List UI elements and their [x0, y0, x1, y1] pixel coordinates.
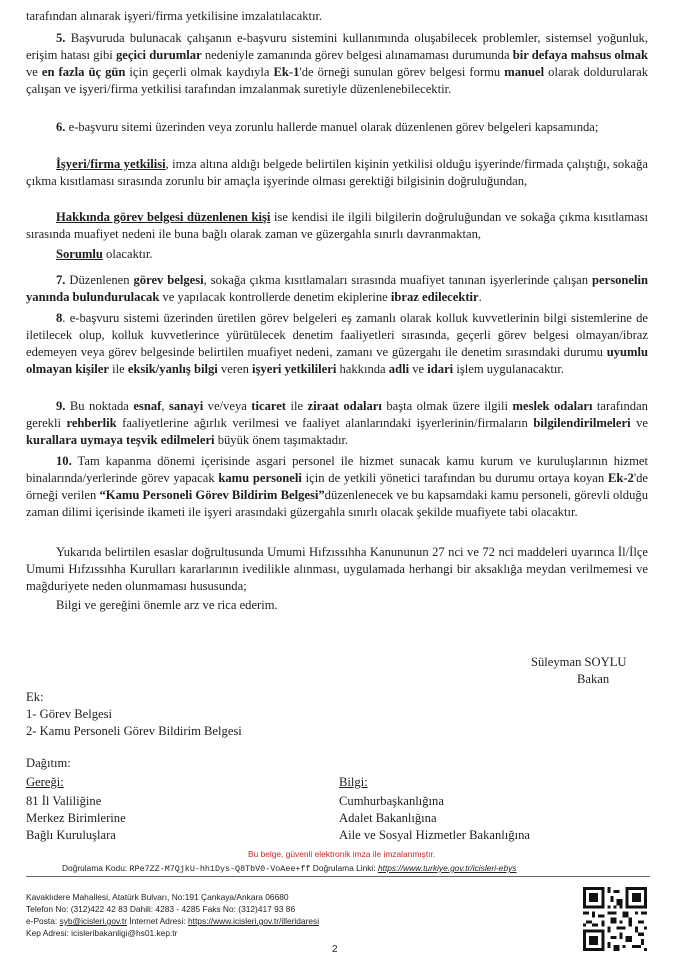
ek-label: Ek:: [26, 690, 44, 704]
p5-text: için geçerli olmak kaydıyla: [125, 65, 274, 79]
ek-item: 2- Kamu Personeli Görev Bildirim Belgesi: [26, 724, 242, 738]
p9-text: Bu noktada: [65, 399, 134, 413]
p7-text: .: [478, 290, 482, 304]
p9-text: ve: [630, 416, 648, 430]
p9-text: ,: [161, 399, 169, 413]
p6a-text: , imza altına aldığı belgede belirtilen kişinin yetkilisi olduğu işyerinde/firmada çalıştığı, sokağa çıkma kısıtlaması sırasında zorunlu bir amaçla işyerinde olması gerektiği bilgisinin doğruluğundan,: [26, 157, 648, 188]
p8-number: 8: [56, 311, 63, 325]
p9-bold: rehberlik: [66, 416, 117, 430]
paragraph-6b: [26, 209, 648, 243]
paragraph-8: [26, 310, 648, 378]
web-label: İnternet Adresi:: [129, 916, 186, 926]
p10-bold: “Kamu Personeli Görev Bildirim Belgesi”: [99, 488, 325, 502]
paragraph-7: [26, 272, 648, 306]
p8-bold: eksik/yanlış bilgi: [127, 362, 218, 376]
p8-text: ile: [108, 362, 128, 376]
p9-bold: meslek odaları: [512, 399, 593, 413]
closing-paragraph: Yukarıda belirtilen esaslar doğrultusunda Umumi Hıfzıssıhha Kanununun 27 nci ve 72 nci maddeleri uyarınca İl/İlçe Umumi Hıfzıssıhha Kurulları kararlarının ivedilikle alınması, uygulamada herhangi bir aksaklığa meydan verilmemesi ve mağduriyete neden olunmaması hususunda;: [26, 545, 648, 593]
p9-number: 9.: [56, 399, 66, 413]
p6-text: e-başvuru sitemi üzerinden veya zorunlu hallerde manuel olarak düzenlenen görev belgeleri kapsamında;: [65, 120, 599, 134]
signer-title: Bakan: [577, 672, 610, 686]
p7-bold: görev belgesi: [133, 273, 204, 287]
p9-bold: kurallara uymaya teşvik edilmeleri: [26, 433, 215, 447]
geregi-label-text: Gereği:: [26, 775, 64, 789]
p8-bold: uyumlu olmayan kişiler: [26, 345, 648, 376]
continuation-line: tarafından alınarak işyeri/firma yetkilisine imzalatılacaktır.: [26, 9, 323, 23]
p10-text: düzenlenecek ve bu kapsamdaki kamu personeli, görevli olduğu zaman dilimi içerisinde ikameti ile işyeri arasındaki güzergahla sınırlı olacak şekilde muafiyete tabi olacaktır.: [26, 488, 648, 519]
distribution-label: Dağıtım:: [26, 756, 71, 770]
p5-number: 5.: [56, 31, 66, 45]
page-number: 2: [332, 944, 338, 955]
paragraph-6a: [26, 156, 648, 190]
p9-text: ve/veya: [203, 399, 252, 413]
bilgi-item: Cumhurbaşkanlığına: [339, 794, 444, 808]
geregi-label: [26, 774, 64, 791]
p9-text: ile: [286, 399, 308, 413]
p9-text: büyük önem taşımaktadır.: [214, 433, 349, 447]
p6c-text: olacaktır.: [102, 247, 153, 261]
bilgi-item: Adalet Bakanlığına: [339, 811, 437, 825]
bilgi-label-text: Bilgi:: [339, 775, 368, 789]
p5-bold: geçici durumlar: [115, 48, 202, 62]
p8-text: ve: [409, 362, 428, 376]
p8-text: . e-başvuru sistemi üzerinden üretilen görev belgeleri eş zamanlı olarak kolluk kuvvetlerinin bilgi sistemlerine de iletilecek olup, kolluk kuvvetlerince yürütülecek denetim faaliyetleri sırasında, geçerli görev belgesi olmayan/ibraz edemeyen veya görev belgesinde belirtilen muafiyet nedeni, zamanı ve güzergahı ile denetim sırasındaki durumu: [26, 311, 648, 359]
p8-text: işlem uygulanacaktır.: [453, 362, 565, 376]
geregi-item: Bağlı Kuruluşlara: [26, 828, 116, 842]
p7-number: 7.: [56, 273, 66, 287]
verification-row: [62, 862, 517, 875]
qr-code-icon: [583, 887, 647, 951]
verification-link[interactable]: https://www.turkiye.gov.tr/icisleri-ebys: [377, 863, 517, 873]
p7-bold: ibraz edilecektir: [390, 290, 479, 304]
bilgi-item: Aile ve Sosyal Hizmetler Bakanlığına: [339, 828, 530, 842]
p8-text: hakkında: [336, 362, 389, 376]
p5-text: Başvuruda bulunacak çalışanın e-başvuru sistemini kullanımında oluşabilecek problemler, sistemsel yoğunluk, erişim hatası gibi: [26, 31, 648, 62]
p10-text: Tam kapanma dönemi içerisinde asgari personel ile hizmet sunacak kamu kurum ve kuruluşlarının hizmet binalarında/yerlerinde görev yapacak: [26, 454, 648, 485]
verification-code: RPe7ZZ-M7QjkU-hh1Dys-Q8TbV0-VoAee+ff: [129, 864, 311, 874]
p5-bold: Ek-1: [273, 65, 300, 79]
p5-bold: en fazla üç gün: [41, 65, 126, 79]
p6b-bold: Hakkında görev belgesi düzenlenen kişi: [56, 210, 271, 224]
bilgi-label: [339, 774, 368, 791]
email-label: e-Posta:: [26, 916, 58, 926]
ek-item: 1- Görev Belgesi: [26, 707, 113, 721]
p10-text: için de yetkili yönetici tarafından bu durumu ortaya koyan: [301, 471, 608, 485]
esign-note: Bu belge, güvenli elektronik imza ile imzalanmıştır.: [248, 849, 436, 859]
verification-code-label: Doğrulama Kodu:: [62, 863, 128, 873]
p6a-bold: İşyeri/firma yetkilisi: [56, 157, 166, 171]
p9-text: başta olmak üzere ilgili: [381, 399, 513, 413]
p5-text: ve: [26, 65, 42, 79]
footer-divider: [26, 876, 650, 877]
footer-contact: [26, 915, 319, 927]
p7-text: , sokağa çıkma kısıtlamaları sırasında muafiyet tanınan işyerlerinde çalışan: [203, 273, 593, 287]
signer-name: Süleyman SOYLU: [531, 655, 627, 669]
p8-bold: adli: [388, 362, 410, 376]
footer-kep: Kep Adresi: icisleribakanligi@hs01.kep.tr: [26, 928, 178, 938]
verification-link-label: Doğrulama Linki:: [312, 863, 376, 873]
email-link[interactable]: syb@icisleri.gov.tr: [59, 916, 127, 926]
p10-number: 10.: [56, 454, 72, 468]
p7-text: ve yapılacak kontrollerde denetim ekiplerine: [159, 290, 391, 304]
p9-bold: ticaret: [251, 399, 287, 413]
p8-text: veren: [217, 362, 253, 376]
footer-address: Kavaklıdere Mahallesi, Atatürk Bulvarı, No:191 Çankaya/Ankara 06680: [26, 892, 289, 902]
p9-bold: ziraat odaları: [307, 399, 382, 413]
p6c-bold: Sorumlu: [56, 247, 103, 261]
p9-bold: sanayi: [168, 399, 204, 413]
geregi-item: 81 İl Valiliğine: [26, 794, 102, 808]
p7-text: Düzenlenen: [65, 273, 134, 287]
closing-request: Bilgi ve gereğini önemle arz ve rica ederim.: [56, 598, 278, 612]
p5-text: nedeniyle zamanında görev belgesi alınamaması durumunda: [201, 48, 513, 62]
web-link[interactable]: https://www.icisleri.gov.tr/illeridaresi: [187, 916, 320, 926]
p5-bold: bir defaya mahsus olmak: [512, 48, 648, 62]
p5-bold: manuel: [504, 65, 545, 79]
p8-bold: idari: [427, 362, 454, 376]
p10-bold: kamu personeli: [218, 471, 302, 485]
p9-text: tarafından gerekli: [26, 399, 648, 430]
p10-bold: Ek-2: [607, 471, 634, 485]
p9-bold: bilgilendirilmeleri: [533, 416, 631, 430]
paragraph-9: [26, 398, 648, 449]
p9-text: faaliyetlerine ağırlık verilmesi ve faaliyet alanlarındaki işyerlerinin/firmaların: [116, 416, 534, 430]
paragraph-5: [26, 30, 648, 98]
p10-text: 'de örneği verilen: [26, 471, 649, 502]
p7-bold: personelin yanında bulundurulacak: [26, 273, 648, 304]
footer-phone: Telefon No: (312)422 42 83 Dahili: 4283 - 4285 Faks No: (312)417 93 86: [26, 904, 296, 914]
p6b-text: ise kendisi ile ilgili bilgilerin doğruluğundan ve sokağa çıkma kısıtlaması sırasında muafiyet nedeni ile buna bağlı olarak zaman ve güzergahla sınırlı davranmaktan,: [26, 210, 648, 241]
paragraph-6: [26, 119, 648, 136]
paragraph-6c: [26, 246, 648, 263]
p9-bold: esnaf: [133, 399, 162, 413]
p5-text: olarak doldurularak çalışan ve işyeri/firma yetkilisi tarafından imzalanmak suretiyle düzenlenebilecektir.: [26, 65, 648, 96]
p6-number: 6.: [56, 120, 66, 134]
paragraph-10: [26, 453, 648, 521]
p5-text: 'de örneği sunulan görev belgesi formu: [299, 65, 505, 79]
p8-bold: işyeri yetkilileri: [252, 362, 337, 376]
geregi-item: Merkez Birimlerine: [26, 811, 126, 825]
